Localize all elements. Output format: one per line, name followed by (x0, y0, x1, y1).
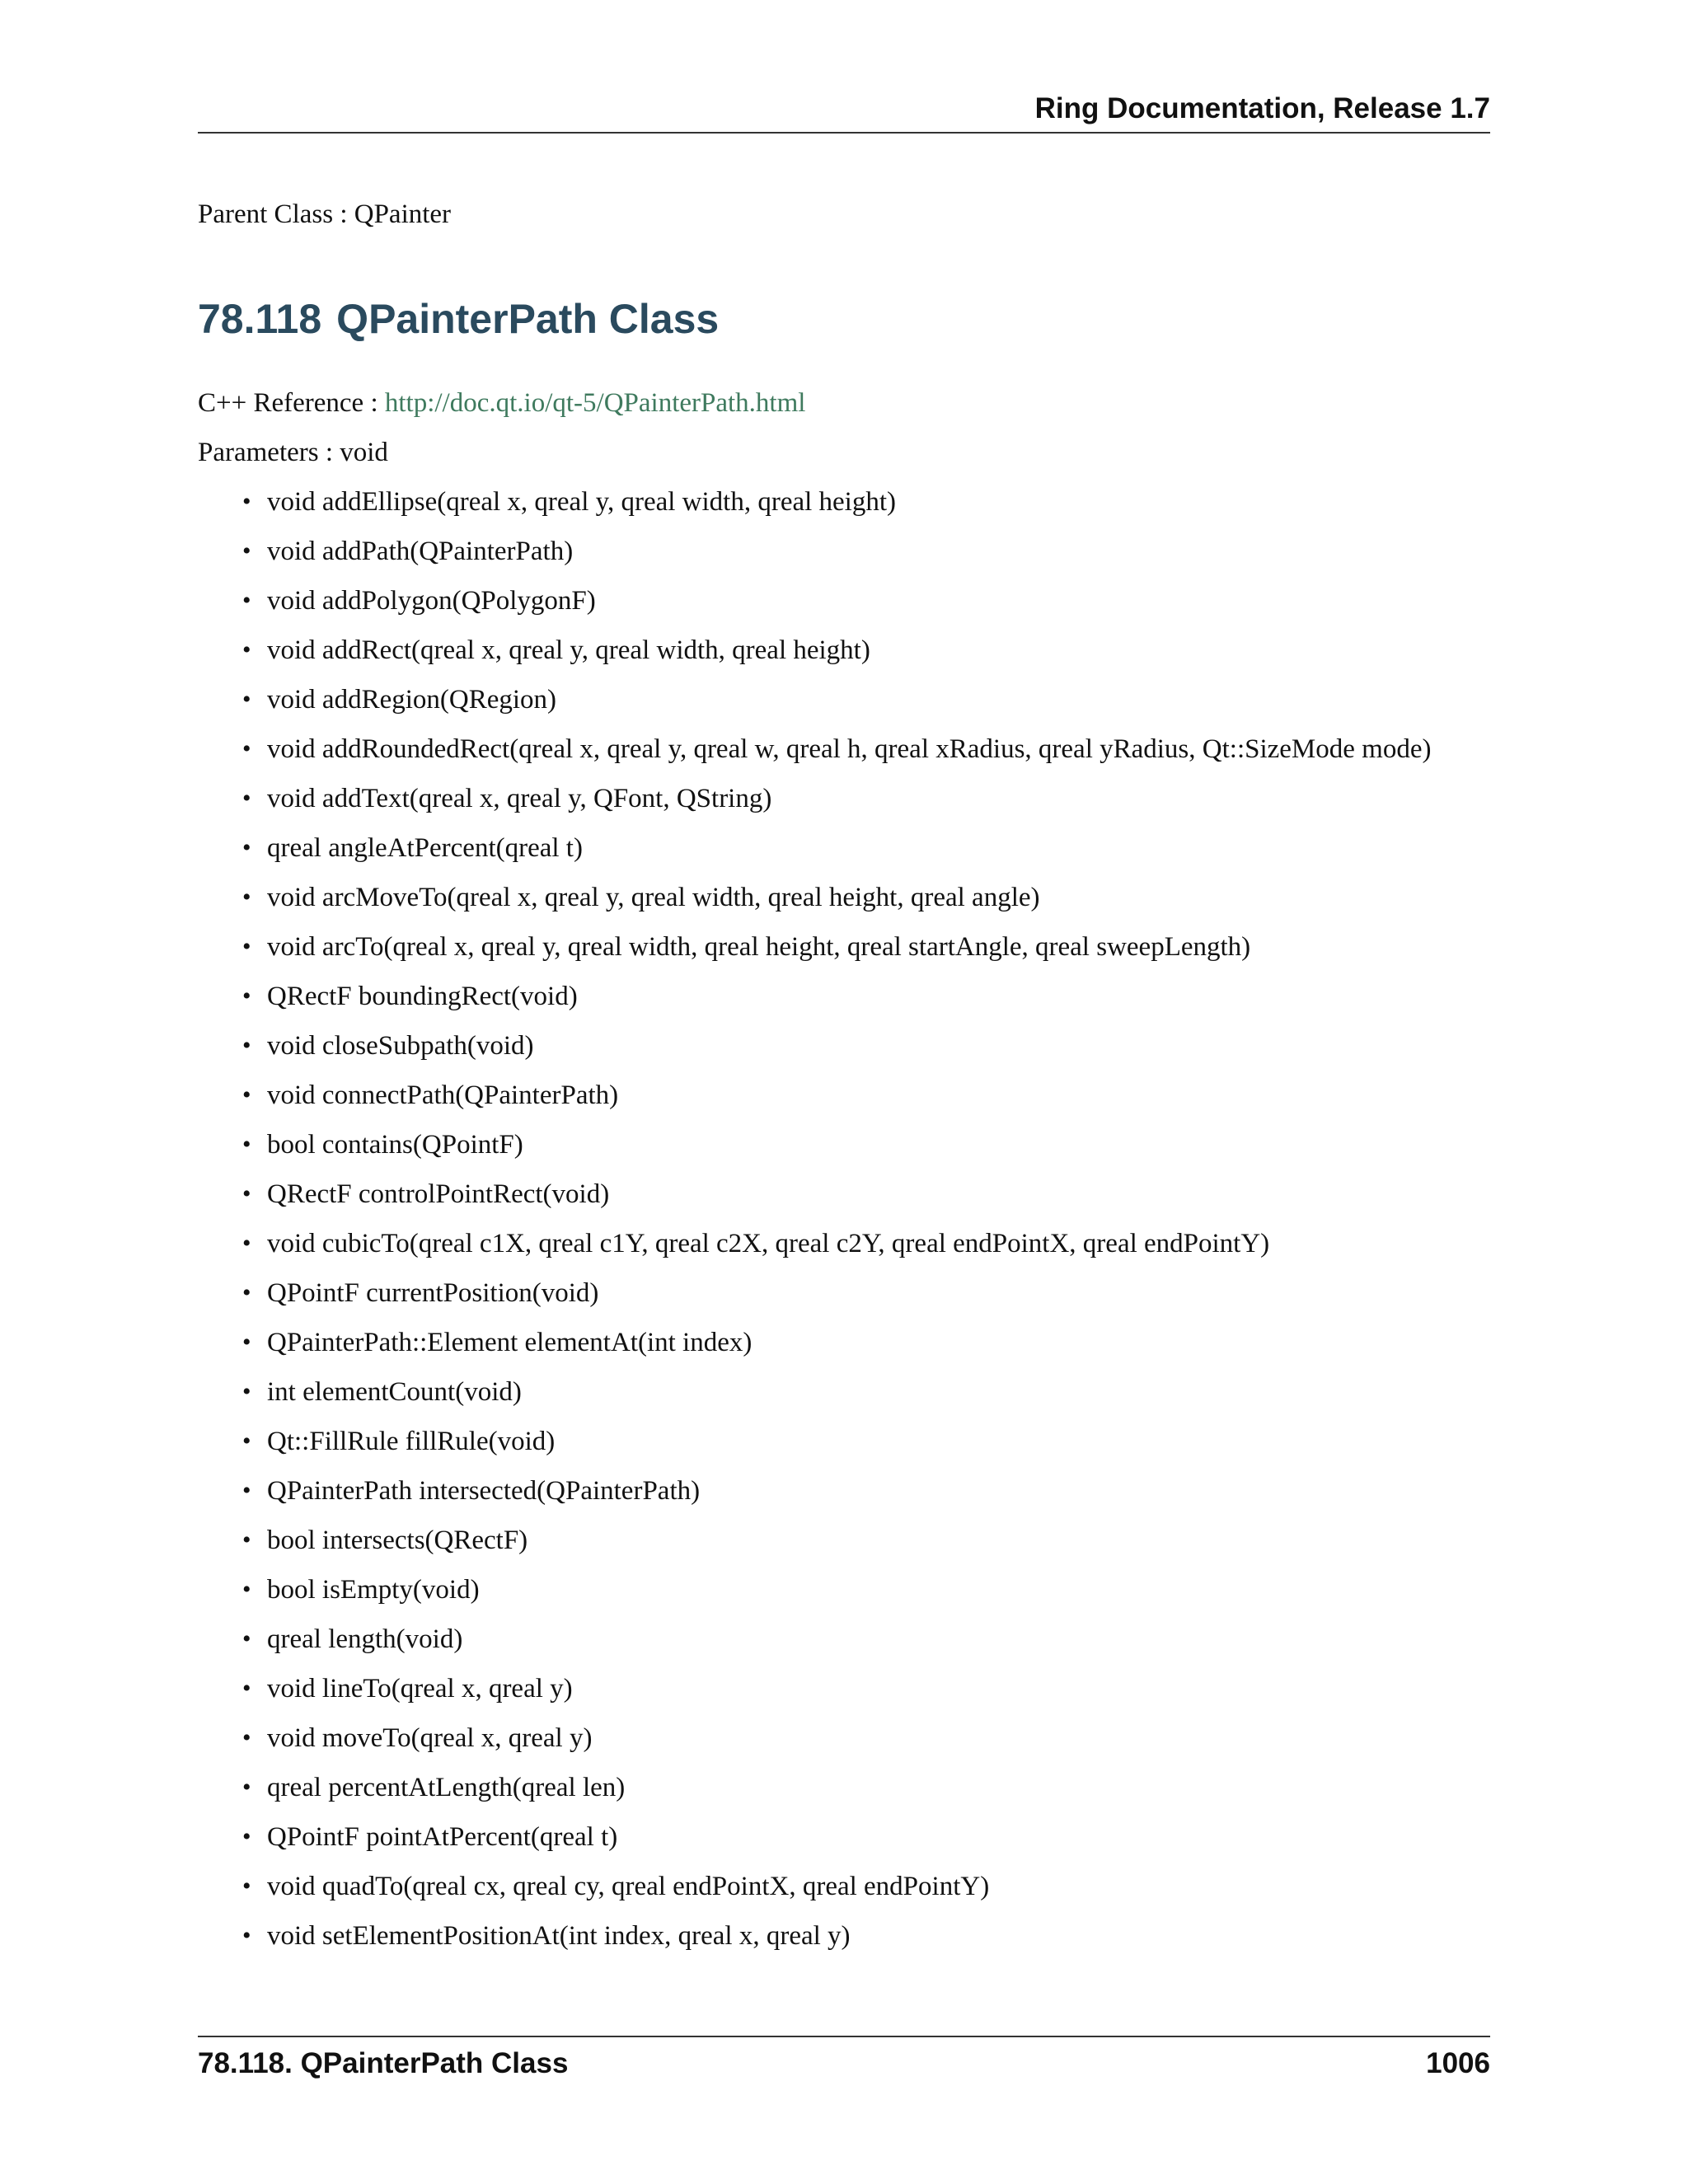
method-list-item: • void arcMoveTo(qreal x, qreal y, qreal width, qreal height, qreal angle) (267, 881, 1431, 930)
method-list-item: • void cubicTo(qreal c1X, qreal c1Y, qreal c2X, qreal c2Y, qreal endPointX, qreal endPointY) (267, 1227, 1431, 1277)
method-list-item: • void addRegion(QRegion) (267, 683, 1431, 733)
method-list-item: • qreal percentAtLength(qreal len) (267, 1771, 1431, 1821)
method-list-item: • void quadTo(qreal cx, qreal cy, qreal endPointX, qreal endPointY) (267, 1870, 1431, 1919)
method-list-item: • Qt::FillRule fillRule(void) (267, 1425, 1431, 1474)
method-list-item: • void lineTo(qreal x, qreal y) (267, 1672, 1431, 1722)
footer-section-label: 78.118. QPainterPath Class (198, 2047, 569, 2079)
footer-page-number: 1006 (1426, 2047, 1490, 2079)
method-list-item: • QPainterPath::Element elementAt(int index) (267, 1326, 1431, 1376)
method-list-item: • void addRect(qreal x, qreal y, qreal width, qreal height) (267, 634, 1431, 683)
header-title: Ring Documentation, Release 1.7 (1034, 92, 1490, 124)
method-list-item: • qreal length(void) (267, 1623, 1431, 1672)
method-list-item: • void closeSubpath(void) (267, 1029, 1431, 1079)
page-header (198, 92, 1490, 134)
parent-class-line: Parent Class : QPainter (198, 199, 452, 229)
method-list-item: • void addPolygon(QPolygonF) (267, 584, 1431, 634)
method-list-item: • bool intersects(QRectF) (267, 1524, 1431, 1573)
method-list-item: • void addText(qreal x, qreal y, QFont, QString) (267, 782, 1431, 832)
method-list-item: • int elementCount(void) (267, 1376, 1431, 1425)
method-list-item: • bool isEmpty(void) (267, 1573, 1431, 1623)
method-list (267, 485, 1431, 1969)
method-list-item: • qreal angleAtPercent(qreal t) (267, 832, 1431, 881)
method-list-item: • QPainterPath intersected(QPainterPath) (267, 1474, 1431, 1524)
method-list-item: • QPointF pointAtPercent(qreal t) (267, 1821, 1431, 1870)
section-heading (198, 290, 719, 348)
section-number: 78.118 (198, 296, 322, 342)
method-list-item: • void setElementPositionAt(int index, qreal x, qreal y) (267, 1919, 1431, 1969)
section-title: QPainterPath Class (336, 296, 720, 342)
method-list-item: • void addPath(QPainterPath) (267, 535, 1431, 584)
parameters-line: Parameters : void (198, 438, 388, 467)
cpp-reference-label: C++ Reference : (198, 388, 385, 418)
method-list-item: • bool contains(QPointF) (267, 1128, 1431, 1178)
method-list-item: • void moveTo(qreal x, qreal y) (267, 1722, 1431, 1771)
page-footer (198, 2036, 1490, 2079)
method-list-item: • void addRoundedRect(qreal x, qreal y, qreal w, qreal h, qreal xRadius, qreal yRadius, Qt::SizeMode mode) (267, 733, 1431, 782)
method-list-item: • void connectPath(QPainterPath) (267, 1079, 1431, 1128)
method-list-item: • void arcTo(qreal x, qreal y, qreal width, qreal height, qreal startAngle, qreal sweepLength) (267, 930, 1431, 980)
method-list-item: • QRectF controlPointRect(void) (267, 1178, 1431, 1227)
method-list-item: • void addEllipse(qreal x, qreal y, qreal width, qreal height) (267, 485, 1431, 535)
method-list-item: • QRectF boundingRect(void) (267, 980, 1431, 1029)
method-list-item: • QPointF currentPosition(void) (267, 1277, 1431, 1326)
cpp-reference-line (198, 387, 805, 419)
cpp-reference-link[interactable]: http://doc.qt.io/qt-5/QPainterPath.html (384, 388, 806, 418)
